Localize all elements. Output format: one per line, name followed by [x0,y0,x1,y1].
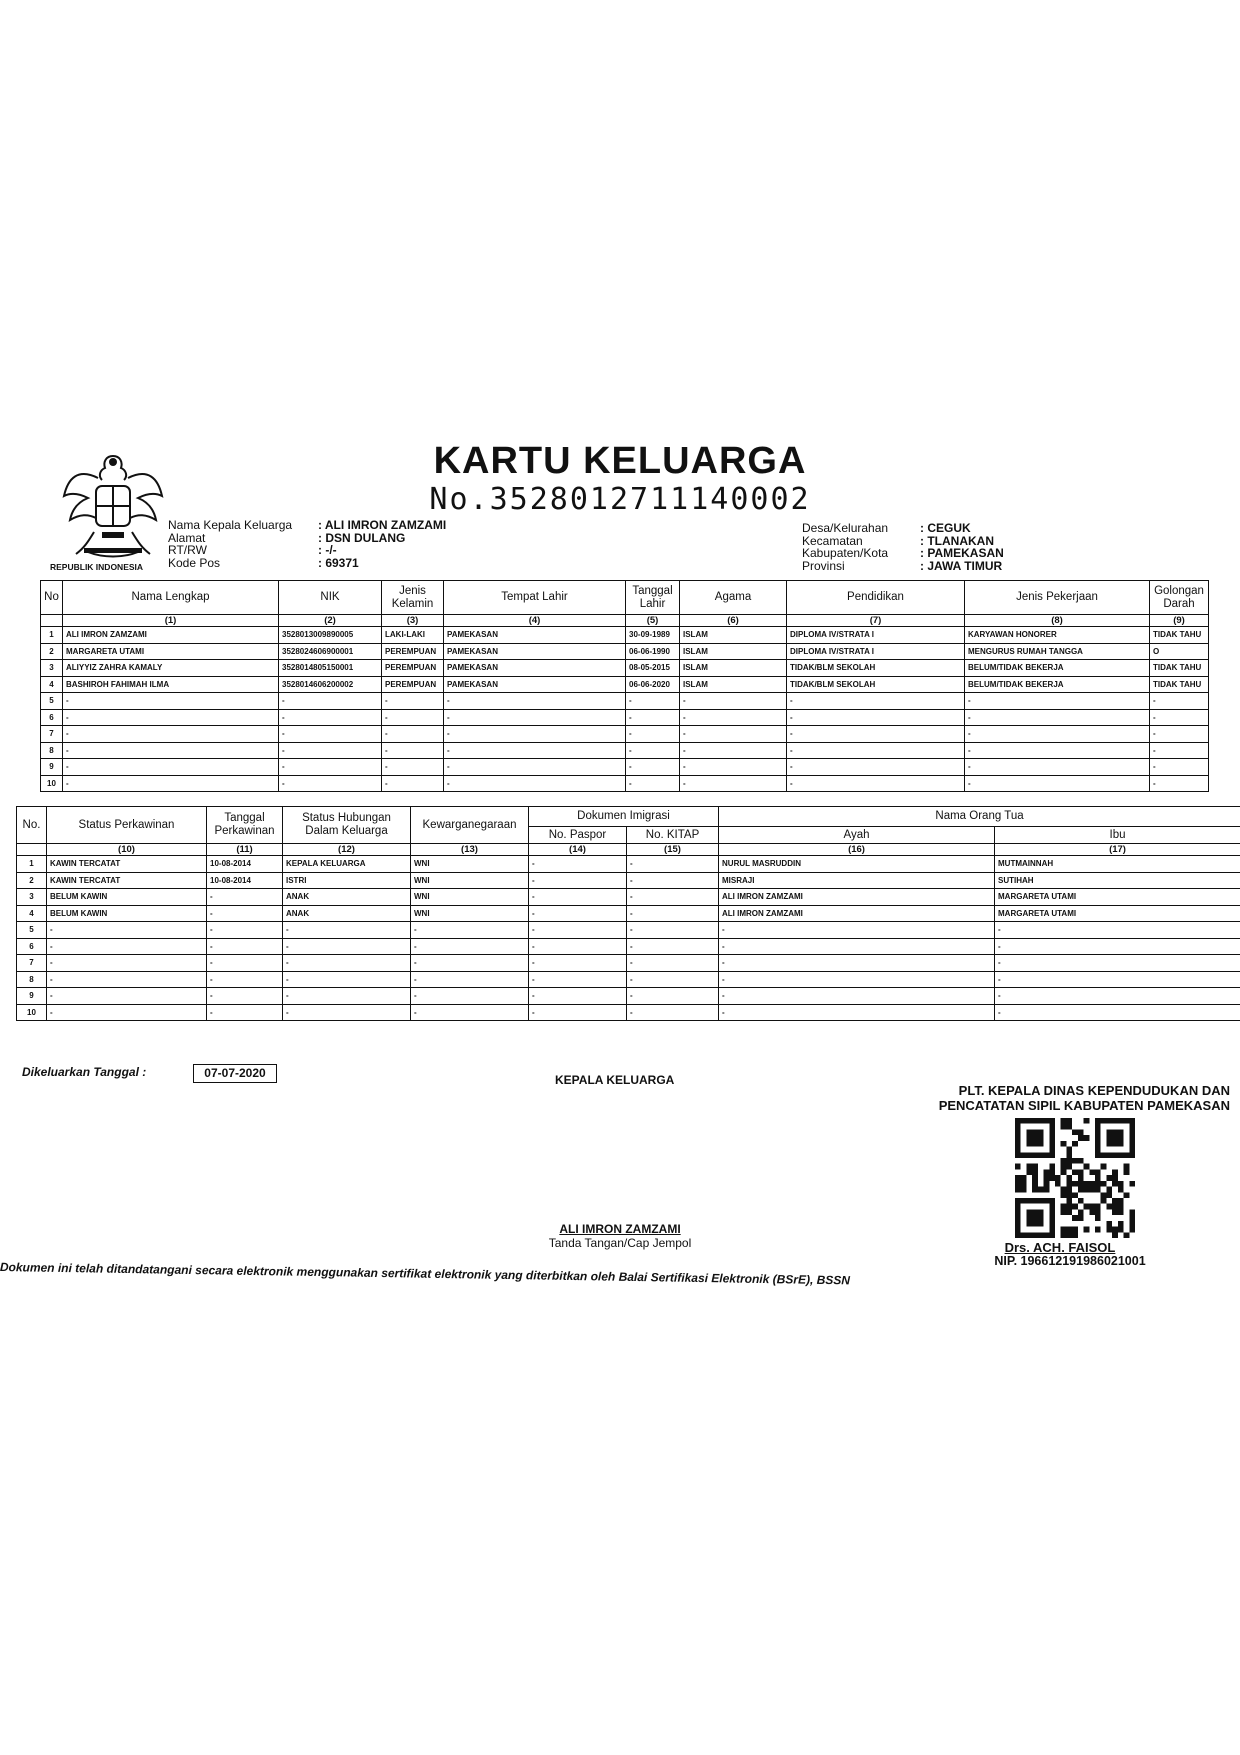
header-row [168,544,446,557]
table-cell: - [47,922,207,939]
table-cell: 6 [17,938,47,955]
table-cell: - [965,709,1150,726]
header-label: Provinsi [802,558,845,573]
table-cell: WNI [411,905,529,922]
table-cell: ALI IMRON ZAMZAMI [63,627,279,644]
table-cell: - [207,955,283,972]
table-cell: - [529,1004,627,1021]
table-cell: - [680,742,787,759]
col-number: (5) [626,615,680,627]
table-cell: PEREMPUAN [382,676,444,693]
table-cell: - [444,709,626,726]
table-cell: BELUM KAWIN [47,905,207,922]
header-left-block [168,519,446,569]
table-cell: ALI IMRON ZAMZAMI [719,905,995,922]
table-cell: TIDAK/BLM SEKOLAH [787,660,965,677]
table-cell: - [283,922,411,939]
header-label: Alamat [168,530,206,545]
table-cell: 30-09-1989 [626,627,680,644]
head-signature-note: Tanda Tangan/Cap Jempol [548,1236,692,1250]
table-cell: 3528013009890005 [279,627,382,644]
table-cell: - [411,988,529,1005]
table-cell: - [382,742,444,759]
table-cell: - [382,759,444,776]
table-cell: - [1150,693,1209,710]
table-cell: - [529,856,627,873]
table-cell: 9 [41,759,63,776]
col-header: Pendidikan [787,581,965,615]
table-cell: SUTIHAH [995,872,1240,889]
col-header-status-perkawinan: Status Perkawinan [47,807,207,844]
table-cell: - [411,971,529,988]
table-cell: BELUM/TIDAK BEKERJA [965,676,1150,693]
table-row [17,872,1240,889]
header-value: : -/- [318,543,337,557]
table-cell: - [787,726,965,743]
col-header-tanggal-perkawinan: Tanggal Perkawinan [207,807,283,844]
official-name: Drs. ACH. FAISOL [1004,1240,1116,1255]
document-title: KARTU KELUARGA [433,440,807,482]
col-number: (10) [47,844,207,856]
table-cell: - [965,775,1150,792]
table-cell: - [279,709,382,726]
table-cell: TIDAK TAHU [1150,676,1209,693]
col-header-no: No. [17,807,47,844]
table-cell: - [444,693,626,710]
table-cell: - [719,971,995,988]
table-cell: KEPALA KELUARGA [283,856,411,873]
table-cell: - [444,726,626,743]
col-number: (1) [63,615,279,627]
table-cell: - [1150,742,1209,759]
table-cell: - [965,693,1150,710]
table-cell: - [411,922,529,939]
table-row [17,971,1240,988]
table-cell: 3 [41,660,63,677]
table-cell: PEREMPUAN [382,643,444,660]
issued-date-label: Dikeluarkan Tanggal : [22,1065,147,1079]
header-row [802,522,1004,535]
table-row [41,676,1209,693]
table-cell: TIDAK TAHU [1150,627,1209,644]
table-cell: - [1150,709,1209,726]
table-cell: - [63,726,279,743]
table-cell: ANAK [283,889,411,906]
col-header: Jenis Pekerjaan [965,581,1150,615]
table-cell: - [283,1004,411,1021]
table-cell: WNI [411,872,529,889]
header-label: Kabupaten/Kota [802,546,889,560]
table-cell: 2 [17,872,47,889]
table-cell: - [627,905,719,922]
table-cell: - [627,955,719,972]
col-number: (2) [279,615,382,627]
table-cell: MENGURUS RUMAH TANGGA [965,643,1150,660]
table-cell: - [787,742,965,759]
table-row [17,938,1240,955]
table-row [41,660,1209,677]
table-row [41,742,1209,759]
family-status-table [16,806,1240,1021]
table-cell: - [283,971,411,988]
table-cell: DIPLOMA IV/STRATA I [787,643,965,660]
header-label: Desa/Kelurahan [802,521,889,535]
table-cell: MARGARETA UTAMI [63,643,279,660]
table-cell: 3528014805150001 [279,660,382,677]
table-cell: O [1150,643,1209,660]
col-number [41,615,63,627]
table-cell: 7 [41,726,63,743]
table-cell: - [627,971,719,988]
col-number: (8) [965,615,1150,627]
col-number: (7) [787,615,965,627]
table-cell: - [382,693,444,710]
table-cell: - [207,971,283,988]
table-cell: - [382,726,444,743]
table-cell: MUTMAINNAH [995,856,1240,873]
table-row [41,709,1209,726]
table-cell: - [279,759,382,776]
table-cell: - [444,759,626,776]
table-cell: - [719,955,995,972]
issued-date-value: 07-07-2020 [193,1064,277,1083]
col-header-kewarganegaraan: Kewarganegaraan [411,807,529,844]
table-cell: - [1150,726,1209,743]
header-value: : JAWA TIMUR [920,558,1003,573]
header-row [168,557,446,570]
table-cell: 8 [17,971,47,988]
head-of-family-label: KEPALA KELUARGA [555,1073,675,1087]
table-cell: - [207,905,283,922]
table-cell: - [283,955,411,972]
table-row [41,775,1209,792]
table-cell: - [529,872,627,889]
table-cell: PAMEKASAN [444,643,626,660]
table-cell: - [207,938,283,955]
head-signature-name: ALI IMRON ZAMZAMI [559,1222,681,1236]
table-cell: - [47,971,207,988]
table-cell: - [787,759,965,776]
table-cell: - [207,922,283,939]
table-cell: 2 [41,643,63,660]
table-cell: - [965,759,1150,776]
table-cell: 8 [41,742,63,759]
table-cell: 3 [17,889,47,906]
table-cell: WNI [411,856,529,873]
table-cell: ISLAM [680,660,787,677]
table-cell: - [63,693,279,710]
qr-code-icon [1015,1118,1135,1238]
table-cell: - [626,693,680,710]
table-cell: - [995,1004,1240,1021]
table-cell: PAMEKASAN [444,660,626,677]
table-cell: KAWIN TERCATAT [47,856,207,873]
table-cell: - [529,955,627,972]
table-cell: - [283,988,411,1005]
col-header-status-hubungan: Status Hubungan Dalam Keluarga [283,807,411,844]
col-header: Golongan Darah [1150,581,1209,615]
col-header: Nama Lengkap [63,581,279,615]
table-cell: TIDAK/BLM SEKOLAH [787,676,965,693]
official-title-line2: PENCATATAN SIPIL KABUPATEN PAMEKASAN [938,1098,1230,1113]
header-row [802,547,1004,560]
table-cell: ISLAM [680,643,787,660]
table-cell: - [787,709,965,726]
table-cell: ANAK [283,905,411,922]
table-row [17,856,1240,873]
col-number: (9) [1150,615,1209,627]
table-cell: - [529,905,627,922]
table-cell: - [411,938,529,955]
table-cell: BASHIROH FAHIMAH ILMA [63,676,279,693]
col-header-nama-orang-tua: Nama Orang Tua [719,807,1240,827]
header-value: : 69371 [318,555,359,570]
table-cell: 1 [17,856,47,873]
table-cell: ISLAM [680,676,787,693]
table-row [41,693,1209,710]
table-cell: - [627,872,719,889]
table-cell: - [680,726,787,743]
table-row [41,627,1209,644]
col-number: (12) [283,844,411,856]
table-cell: - [444,775,626,792]
table-cell: ISTRI [283,872,411,889]
table-cell: - [1150,759,1209,776]
table-cell: - [47,988,207,1005]
table-cell: - [529,938,627,955]
col-number: (3) [382,615,444,627]
col-header: Jenis Kelamin [382,581,444,615]
table-cell: - [626,742,680,759]
table-cell: - [529,889,627,906]
table-cell: - [995,938,1240,955]
table-cell: 9 [17,988,47,1005]
table-cell: 06-06-2020 [626,676,680,693]
table-cell: - [680,775,787,792]
table-cell: - [529,988,627,1005]
table-cell: - [787,693,965,710]
table-cell: - [1150,775,1209,792]
table-cell: 08-05-2015 [626,660,680,677]
col-number: (17) [995,844,1240,856]
table-cell: - [529,971,627,988]
table-cell: 4 [17,905,47,922]
table-cell: - [627,856,719,873]
header-right-block [802,522,1004,572]
table-cell: - [995,922,1240,939]
header-label: Kecamatan [802,533,863,548]
table-cell: DIPLOMA IV/STRATA I [787,627,965,644]
table-cell: - [626,775,680,792]
table-cell: BELUM/TIDAK BEKERJA [965,660,1150,677]
table-cell: - [627,922,719,939]
table-cell: NURUL MASRUDDIN [719,856,995,873]
header-row [168,519,446,532]
table-cell: 06-06-1990 [626,643,680,660]
col-number: (11) [207,844,283,856]
table-cell: - [47,1004,207,1021]
header-label: Kode Pos [168,555,221,570]
header-row [802,560,1004,573]
table-cell: 5 [41,693,63,710]
electronic-signature-note: Dokumen ini telah ditandatangani secara elektronik menggunakan sertifikat elektronik yang diterbitkan oleh Balai Sertifikasi Elektronik (BSrE), BSSN [0,1260,851,1288]
table-cell: - [627,1004,719,1021]
table-cell: - [529,922,627,939]
col-number: (15) [627,844,719,856]
table-cell: - [719,988,995,1005]
table-cell: - [411,1004,529,1021]
table-cell: 10-08-2014 [207,856,283,873]
table-cell: - [965,742,1150,759]
table-cell: - [680,693,787,710]
table-cell: 1 [41,627,63,644]
table-cell: 7 [17,955,47,972]
table-cell: TIDAK TAHU [1150,660,1209,677]
col-number [17,844,47,856]
table-cell: - [207,988,283,1005]
official-title [900,1083,1230,1113]
table-cell: - [627,889,719,906]
table-row [41,643,1209,660]
table-cell: 10 [41,775,63,792]
table-cell: - [627,938,719,955]
family-members-table [40,580,1209,792]
table-cell: 5 [17,922,47,939]
table-cell: - [63,709,279,726]
table-row [17,922,1240,939]
table-cell: 10 [17,1004,47,1021]
col-number: (16) [719,844,995,856]
table-cell: - [626,726,680,743]
header-value: : ALI IMRON ZAMZAMI [318,518,447,532]
table-cell: - [63,775,279,792]
table-cell: ISLAM [680,627,787,644]
col-header: Tanggal Lahir [626,581,680,615]
table-cell: BELUM KAWIN [47,889,207,906]
table-cell: MARGARETA UTAMI [995,905,1240,922]
table-cell: - [995,971,1240,988]
col-header-ayah: Ayah [719,827,995,844]
col-header-no-kitap: No. KITAP [627,827,719,844]
official-title-line1: PLT. KEPALA DINAS KEPENDUDUKAN DAN [958,1083,1230,1098]
table-cell: - [444,742,626,759]
col-number: (4) [444,615,626,627]
table-cell: 3528014606200002 [279,676,382,693]
table-cell: - [995,988,1240,1005]
table-cell: - [63,742,279,759]
table-cell: ALIYYIZ ZAHRA KAMALY [63,660,279,677]
col-header: No [41,581,63,615]
table-cell: - [719,938,995,955]
table-cell: - [63,759,279,776]
table-row [41,759,1209,776]
col-header: NIK [279,581,382,615]
table-cell: - [680,759,787,776]
table-cell: - [411,955,529,972]
emblem-caption: REPUBLIK INDONESIA [50,562,144,572]
table-row [17,889,1240,906]
table-cell: PAMEKASAN [444,627,626,644]
table-cell: WNI [411,889,529,906]
header-label: RT/RW [168,543,207,557]
table-cell: KARYAWAN HONORER [965,627,1150,644]
table-cell: - [382,709,444,726]
table-cell: PEREMPUAN [382,660,444,677]
header-value: : DSN DULANG [318,530,406,545]
col-number: (14) [529,844,627,856]
table-cell: - [47,955,207,972]
table-cell: - [207,1004,283,1021]
table-row [41,726,1209,743]
table-cell: 10-08-2014 [207,872,283,889]
table-cell: MISRAJI [719,872,995,889]
table-cell: MARGARETA UTAMI [995,889,1240,906]
table-row [17,988,1240,1005]
table-cell: - [279,742,382,759]
kk-number: No.3528012711140002 [429,482,811,517]
header-value: : TLANAKAN [920,533,994,548]
table-cell: - [719,922,995,939]
col-header: Agama [680,581,787,615]
table-cell: 6 [41,709,63,726]
table-cell: PAMEKASAN [444,676,626,693]
header-value: : PAMEKASAN [920,546,1004,560]
table-row [17,1004,1240,1021]
table-cell: KAWIN TERCATAT [47,872,207,889]
table-cell: - [207,889,283,906]
table-cell: - [279,775,382,792]
table-cell: - [965,726,1150,743]
col-number: (6) [680,615,787,627]
table-cell: - [995,955,1240,972]
table-row [17,905,1240,922]
table-cell: - [382,775,444,792]
table-cell: - [680,709,787,726]
col-number: (13) [411,844,529,856]
table-cell: - [787,775,965,792]
table-row [17,955,1240,972]
table-cell: 4 [41,676,63,693]
official-nip: NIP. 196612191986021001 [994,1254,1146,1268]
col-header-ibu: Ibu [995,827,1240,844]
table-cell: - [626,759,680,776]
table-cell: - [279,693,382,710]
col-header-no-paspor: No. Paspor [529,827,627,844]
table-cell: - [627,988,719,1005]
table-cell: - [279,726,382,743]
table-cell: ALI IMRON ZAMZAMI [719,889,995,906]
header-row [168,532,446,545]
header-label: Nama Kepala Keluarga [168,518,293,532]
header-value: : CEGUK [920,521,971,535]
table-cell: - [283,938,411,955]
table-cell: - [626,709,680,726]
col-header-dokumen-imigrasi: Dokumen Imigrasi [529,807,719,827]
table-cell: - [47,938,207,955]
table-cell: 3528024606900001 [279,643,382,660]
col-header: Tempat Lahir [444,581,626,615]
table-cell: LAKI-LAKI [382,627,444,644]
table-cell: - [719,1004,995,1021]
